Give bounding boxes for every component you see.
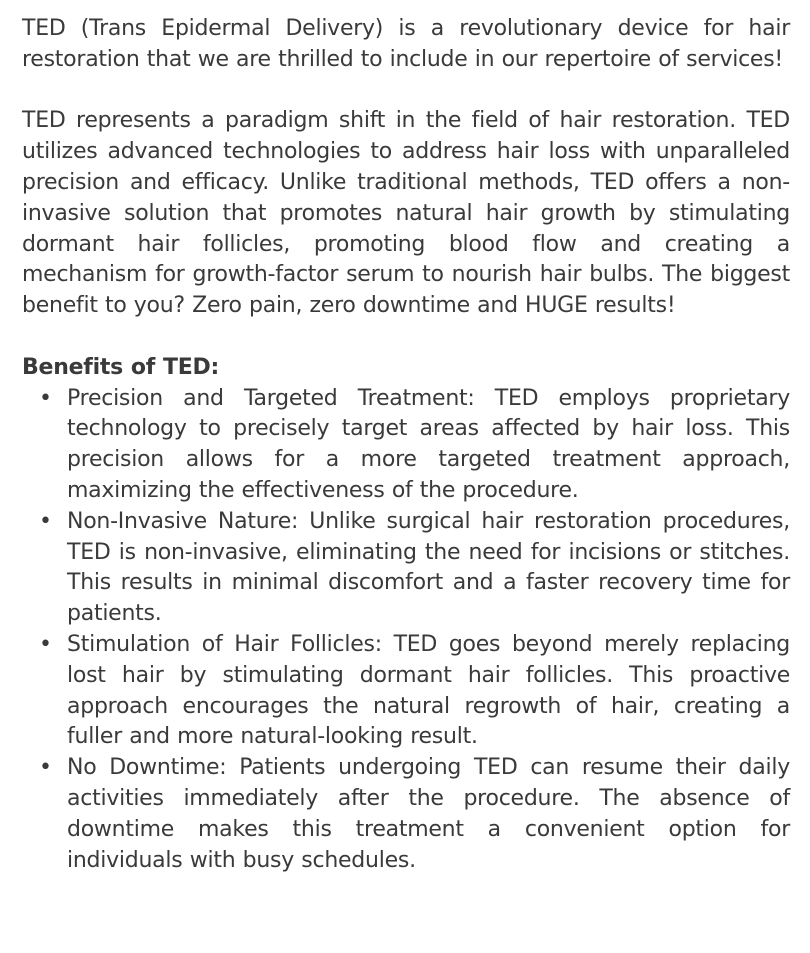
paragraph-spacer (22, 76, 790, 107)
benefit-text: No Downtime: Patients undergoing TED can resume their daily activities immediately after the procedure. The absence of downtime makes this treatment a convenient option for individuals with busy schedules. (67, 755, 790, 873)
benefits-list (22, 384, 790, 877)
list-item (39, 753, 790, 876)
bullet-icon: • (39, 385, 52, 411)
bullet-icon: • (39, 631, 52, 657)
benefit-text: Non-Invasive Nature: Unlike surgical hair restoration procedures, TED is non-invasive, eliminating the need for incisions or stitches. This results in minimal discomfort and a faster recovery time for patients. (67, 508, 790, 627)
bullet-icon: • (39, 508, 52, 534)
paragraph-spacer (22, 322, 790, 353)
benefit-text: Precision and Targeted Treatment: TED employs proprietary technology to precisely target areas affected by hair loss. This precision allows for a more targeted treatment approach, maximizing the effectiveness of the procedure. (67, 385, 790, 503)
benefits-heading: Benefits of TED: (22, 354, 220, 380)
article-body (22, 14, 790, 876)
list-item (39, 507, 790, 630)
description-paragraph: TED represents a paradigm shift in the field of hair restoration. TED utilizes advanced technologies to address hair loss with unparalleled precision and efficacy. Unlike traditional methods, TED offers a non-invasive solution that promotes natural hair growth by stimulating dormant hair follicles, promoting blood flow and creating a mechanism for growth-factor serum to nourish hair bulbs. The biggest benefit to you? Zero pain, zero downtime and HUGE results! (22, 108, 790, 319)
list-item (39, 384, 790, 507)
list-item (39, 630, 790, 753)
intro-paragraph: TED (Trans Epidermal Delivery) is a revolutionary device for hair restoration that we are thrilled to include in our repertoire of services! (22, 16, 790, 72)
benefit-text: Stimulation of Hair Follicles: TED goes beyond merely replacing lost hair by stimulating dormant hair follicles. This proactive approach encourages the natural regrowth of hair, creating a fuller and more natural-looking result. (67, 631, 790, 750)
bullet-icon: • (39, 755, 52, 781)
